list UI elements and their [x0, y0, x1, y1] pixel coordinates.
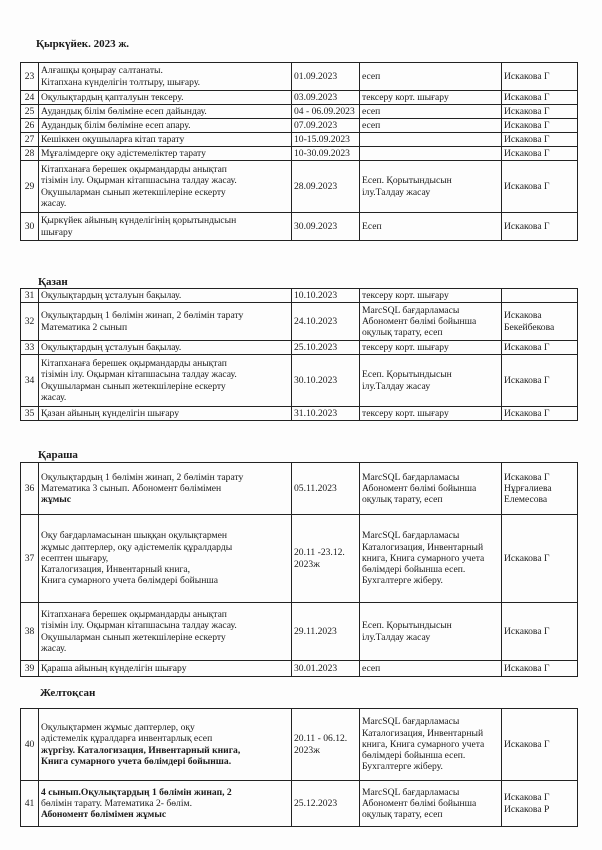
resp-line: Бекейбекова — [504, 321, 555, 333]
resp-line: Искакова Г — [504, 374, 550, 386]
resp-line: Искакова Г — [504, 220, 550, 232]
responsible-cell — [502, 105, 578, 119]
table-row — [21, 63, 578, 91]
form-line: тексеру корт. шығару — [362, 407, 449, 419]
task-line: Оқулықтармен жұмыс дәптерлер, оқу — [41, 722, 195, 734]
resp-line: Искакова Г — [504, 119, 550, 131]
date-cell — [292, 603, 360, 661]
resp-line: Нұрғалиева — [504, 482, 552, 494]
form-line: Есеп — [362, 220, 382, 232]
task-line: Оқулықтардың ұсталуын бақылау. — [41, 341, 182, 353]
responsible-cell — [502, 289, 578, 303]
date-text: 01.09.2023 — [294, 70, 338, 82]
task-cell — [39, 355, 292, 407]
task-line: жасау. — [41, 197, 67, 209]
date-text: 10.10.2023 — [294, 289, 338, 301]
row-number: 41 — [21, 781, 39, 827]
task-cell — [39, 661, 292, 677]
date-text: 28.09.2023 — [294, 180, 338, 192]
form-line: Абономент бөлімі бойынша — [362, 315, 477, 327]
date-cell — [292, 289, 360, 303]
form-line: оқулық тарату, есеп — [362, 809, 443, 821]
task-line: тізімін ілу. Оқырман кітапшасына талдау жасау. — [41, 369, 237, 381]
report-form-cell — [360, 289, 502, 303]
row-number: 40 — [21, 709, 39, 781]
table-row — [21, 781, 578, 827]
section-title-december: Желтоқсан — [40, 687, 96, 699]
task-line: Математика 2 сынып — [41, 321, 128, 333]
rows-december — [21, 709, 578, 827]
responsible-cell — [502, 355, 578, 407]
table-row — [21, 105, 578, 119]
task-cell — [39, 781, 292, 827]
form-line: книга, Книга сумарного учета — [362, 552, 485, 564]
row-number: 23 — [21, 63, 39, 91]
task-line: 4 сынып.Оқулықтардың 1 бөлімін жинап, 2 — [41, 786, 232, 798]
table-row — [21, 133, 578, 147]
task-line: шығару — [41, 226, 73, 238]
task-cell — [39, 341, 292, 355]
resp-line: Искакова Г — [504, 792, 550, 804]
report-form-cell — [360, 63, 502, 91]
task-line: жұмыс дәптерлер, оқу әдістемелік құралдарды — [41, 541, 233, 553]
date-cell — [292, 341, 360, 355]
task-line: Кітапханаға берешек оқырмандарды анықтап — [41, 164, 227, 176]
table-september — [20, 62, 578, 241]
row-number: 26 — [21, 119, 39, 133]
resp-line: Искакова Г — [504, 738, 550, 750]
report-form-cell — [360, 781, 502, 827]
task-line: Оқулықтардың ұсталуын бақылау. — [41, 289, 182, 301]
report-form-cell — [360, 91, 502, 105]
resp-line: Искакова Г — [504, 407, 550, 419]
date-text: 05.11.2023 — [294, 482, 337, 494]
form-line: Есеп. Қорытындысын — [362, 369, 452, 381]
report-form-cell — [360, 709, 502, 781]
task-line: Аудандық білім бөліміне есеп дайындау. — [41, 105, 207, 117]
table-row — [21, 603, 578, 661]
section-title-october: Қазан — [38, 276, 68, 288]
report-form-cell — [360, 341, 502, 355]
date-cell — [292, 355, 360, 407]
task-cell — [39, 289, 292, 303]
table-row — [21, 91, 578, 105]
date-cell — [292, 161, 360, 213]
resp-line: Искакова Г — [504, 662, 550, 674]
row-number: 25 — [21, 105, 39, 119]
date-cell — [292, 213, 360, 241]
table-row — [21, 355, 578, 407]
task-line: Абономент бөлімімен жұмыс — [41, 809, 167, 821]
table-row — [21, 147, 578, 161]
row-number: 30 — [21, 213, 39, 241]
date-cell — [292, 303, 360, 341]
responsible-cell — [502, 515, 578, 603]
resp-line: Искакова Г — [504, 70, 550, 82]
table-row — [21, 407, 578, 421]
task-line: Оқулықтардың 1 бөлімін жинап, 2 бөлімін тарату — [41, 471, 244, 483]
resp-line: Искакова Г — [504, 471, 550, 483]
task-cell — [39, 119, 292, 133]
report-form-cell — [360, 105, 502, 119]
responsible-cell — [502, 341, 578, 355]
task-line: жүргізу. Каталогизация, Инвентарный книга, — [41, 744, 241, 756]
resp-line: Искакова Г — [504, 625, 550, 637]
rows-october — [21, 289, 578, 421]
report-form-cell — [360, 303, 502, 341]
date-cell — [292, 91, 360, 105]
table-october — [20, 288, 578, 421]
task-cell — [39, 105, 292, 119]
task-line: Қазан айының күнделігін шығару — [41, 407, 179, 419]
task-line: Қыркүйек айының күнделігінің қорытындысын — [41, 215, 237, 227]
task-cell — [39, 91, 292, 105]
task-line: Кешіккен оқушыларға кітап тарату — [41, 133, 185, 145]
row-number: 36 — [21, 463, 39, 515]
row-number: 34 — [21, 355, 39, 407]
date-text-cont: 2023ж — [294, 558, 320, 570]
date-text: 20.11 -23.12. — [294, 547, 345, 559]
date-cell — [292, 119, 360, 133]
report-form-cell — [360, 463, 502, 515]
date-text: 30.09.2023 — [294, 220, 338, 232]
responsible-cell — [502, 161, 578, 213]
table-row — [21, 213, 578, 241]
form-line: ілу.Талдау жасау — [362, 380, 431, 392]
date-cell — [292, 63, 360, 91]
date-text: 10-15.09.2023 — [294, 133, 350, 145]
task-line: Мұғалімдерге оқу әдістемеліктер тарату — [41, 147, 206, 159]
responsible-cell — [502, 407, 578, 421]
report-form-cell — [360, 407, 502, 421]
form-line: есеп — [362, 70, 381, 82]
table-november — [20, 462, 578, 677]
responsible-cell — [502, 463, 578, 515]
form-line: MarcSQL бағдарламасы — [362, 716, 460, 728]
task-line: жұмыс — [41, 494, 72, 506]
task-line: Каталогизация, Инвентарный книга, — [41, 564, 191, 576]
row-number: 35 — [21, 407, 39, 421]
form-line: Бухгалтерге жіберу. — [362, 761, 443, 773]
table-row — [21, 709, 578, 781]
date-cell — [292, 105, 360, 119]
form-line: Есеп. Қорытындысын — [362, 620, 452, 632]
table-row — [21, 289, 578, 303]
table-row — [21, 661, 578, 677]
section-title-november: Қараша — [38, 449, 78, 461]
report-form-cell — [360, 213, 502, 241]
resp-line: Елемесова — [504, 494, 548, 506]
row-number: 39 — [21, 661, 39, 677]
form-line: бөлімдері бойынша есеп. — [362, 750, 466, 762]
responsible-cell — [502, 213, 578, 241]
task-cell — [39, 63, 292, 91]
resp-line: Искакова Г — [504, 552, 550, 564]
rows-november — [21, 463, 578, 677]
form-line: Абономент бөлімі бойынша — [362, 482, 477, 494]
task-cell — [39, 303, 292, 341]
task-cell — [39, 603, 292, 661]
form-line: оқулық тарату, есеп — [362, 494, 443, 506]
task-cell — [39, 133, 292, 147]
resp-line: Искакова Р — [504, 803, 550, 815]
date-cell — [292, 709, 360, 781]
task-line: Оқушыларман сынып жетекшілеріне ескерту — [41, 631, 226, 643]
task-line: Кітапханаға берешек оқырмандарды анықтап — [41, 358, 227, 370]
form-line: Бухгалтерге жіберу. — [362, 575, 443, 587]
task-line: әдістемелік құралдарға инвентарлық есеп — [41, 733, 213, 745]
row-number: 32 — [21, 303, 39, 341]
task-cell — [39, 213, 292, 241]
task-line: Оқулықтардың 1 бөлімін жинап, 2 бөлімін тарату — [41, 310, 244, 322]
form-line: есеп — [362, 105, 381, 117]
form-line: Каталогизация, Инвентарный — [362, 541, 484, 553]
task-line: Алғашқы қоңырау салтанаты. — [41, 65, 163, 77]
responsible-cell — [502, 119, 578, 133]
form-line: Есеп. Қорытындысын — [362, 175, 452, 187]
task-line: Оқушыларман сынып жетекшілеріне ескерту — [41, 380, 226, 392]
row-number: 24 — [21, 91, 39, 105]
section-title-september: Қыркүйек. 2023 ж. — [36, 38, 130, 50]
date-text: 25.12.2023 — [294, 797, 338, 809]
responsible-cell — [502, 133, 578, 147]
date-cell — [292, 133, 360, 147]
table-row — [21, 341, 578, 355]
task-cell — [39, 709, 292, 781]
row-number: 37 — [21, 515, 39, 603]
form-line: Каталогизация, Инвентарный — [362, 727, 484, 739]
form-line: книга, Книга сумарного учета — [362, 738, 485, 750]
row-number: 28 — [21, 147, 39, 161]
task-cell — [39, 515, 292, 603]
task-line: жасау. — [41, 391, 67, 403]
task-line: Оқу бағдарламасынан шыққан оқулықтармен — [41, 530, 227, 542]
form-line: MarcSQL бағдарламасы — [362, 304, 460, 316]
responsible-cell — [502, 661, 578, 677]
task-line: жасау. — [41, 642, 67, 654]
date-text: 04 - 06.09.2023 — [294, 105, 355, 117]
date-text: 20.11 - 06.12. — [294, 733, 348, 745]
date-text: 25.10.2023 — [294, 341, 338, 353]
responsible-cell — [502, 63, 578, 91]
task-line: Кітапханаға берешек оқырмандарды анықтап — [41, 609, 227, 621]
table-row — [21, 119, 578, 133]
report-form-cell — [360, 355, 502, 407]
date-text: 29.11.2023 — [294, 625, 337, 637]
date-cell — [292, 661, 360, 677]
responsible-cell — [502, 147, 578, 161]
report-form-cell — [360, 661, 502, 677]
form-line: оқулық тарату, есеп — [362, 327, 443, 339]
date-text: 30.10.2023 — [294, 374, 338, 386]
task-line: Книга сумарного учета бөлімдері бойынша — [41, 575, 219, 587]
form-line: ілу.Талдау жасау — [362, 186, 431, 198]
task-line: Книга сумарного учета бөлімдері бойынша. — [41, 755, 232, 767]
rows-september — [21, 63, 578, 241]
resp-line: Искакова Г — [504, 180, 550, 192]
task-line: Қараша айының күнделігін шығару — [41, 662, 187, 674]
task-cell — [39, 161, 292, 213]
date-cell — [292, 147, 360, 161]
form-line: MarcSQL бағдарламасы — [362, 786, 460, 798]
date-text: 30.01.2023 — [294, 662, 338, 674]
date-text: 24.10.2023 — [294, 315, 338, 327]
responsible-cell — [502, 303, 578, 341]
responsible-cell — [502, 603, 578, 661]
resp-line: Искакова Г — [504, 133, 550, 145]
resp-line: Искакова Г — [504, 91, 550, 103]
report-form-cell — [360, 147, 502, 161]
table-row — [21, 303, 578, 341]
row-number: 27 — [21, 133, 39, 147]
row-number: 31 — [21, 289, 39, 303]
report-form-cell — [360, 515, 502, 603]
table-december — [20, 708, 578, 827]
form-line: есеп — [362, 119, 381, 131]
form-line: ілу.Талдау жасау — [362, 631, 431, 643]
form-line: тексеру корт. шығару — [362, 289, 449, 301]
date-text: 10-30.09.2023 — [294, 147, 350, 159]
date-text: 03.09.2023 — [294, 91, 338, 103]
responsible-cell — [502, 91, 578, 105]
row-number: 33 — [21, 341, 39, 355]
form-line: Абономент бөлімі бойынша — [362, 797, 477, 809]
task-line: Оқулықтардың қапталуын тексеру. — [41, 91, 184, 103]
task-line: бөлімін тарату. Математика 2- бөлім. — [41, 797, 192, 809]
form-line: MarcSQL бағдарламасы — [362, 530, 460, 542]
row-number: 38 — [21, 603, 39, 661]
report-form-cell — [360, 119, 502, 133]
date-cell — [292, 463, 360, 515]
form-line: тексеру корт. шығару — [362, 341, 449, 353]
task-cell — [39, 147, 292, 161]
table-row — [21, 515, 578, 603]
task-line: есептен шығару, — [41, 552, 109, 564]
resp-line: Искакова Г — [504, 105, 550, 117]
report-form-cell — [360, 603, 502, 661]
date-cell — [292, 781, 360, 827]
task-line: Математика 3 сынып. Абономент бөлімімен — [41, 482, 222, 494]
task-line: Аудандық білім бөліміне есеп апару. — [41, 119, 191, 131]
date-text: 07.09.2023 — [294, 119, 338, 131]
resp-line: Искакова Г — [504, 341, 550, 353]
task-line: тізімін ілу. Оқырман кітапшасына талдау жасау. — [41, 175, 237, 187]
responsible-cell — [502, 709, 578, 781]
resp-line: Искакова — [504, 310, 542, 322]
responsible-cell — [502, 781, 578, 827]
resp-line: Искакова Г — [504, 147, 550, 159]
task-cell — [39, 407, 292, 421]
report-form-cell — [360, 161, 502, 213]
task-cell — [39, 463, 292, 515]
task-line: тізімін ілу. Оқырман кітапшасына талдау жасау. — [41, 620, 237, 632]
date-cell — [292, 407, 360, 421]
date-text: 31.10.2023 — [294, 407, 338, 419]
row-number: 29 — [21, 161, 39, 213]
form-line: есеп — [362, 662, 381, 674]
table-row — [21, 463, 578, 515]
date-cell — [292, 515, 360, 603]
task-line: Кітапхана күнделігін толтыру, шығару. — [41, 76, 201, 88]
date-text-cont: 2023ж — [294, 744, 320, 756]
report-form-cell — [360, 133, 502, 147]
form-line: бөлімдері бойынша есеп. — [362, 564, 466, 576]
form-line: тексеру корт. шығару — [362, 91, 449, 103]
task-line: Оқушыларман сынып жетекшілеріне ескерту — [41, 186, 226, 198]
table-row — [21, 161, 578, 213]
form-line: MarcSQL бағдарламасы — [362, 471, 460, 483]
